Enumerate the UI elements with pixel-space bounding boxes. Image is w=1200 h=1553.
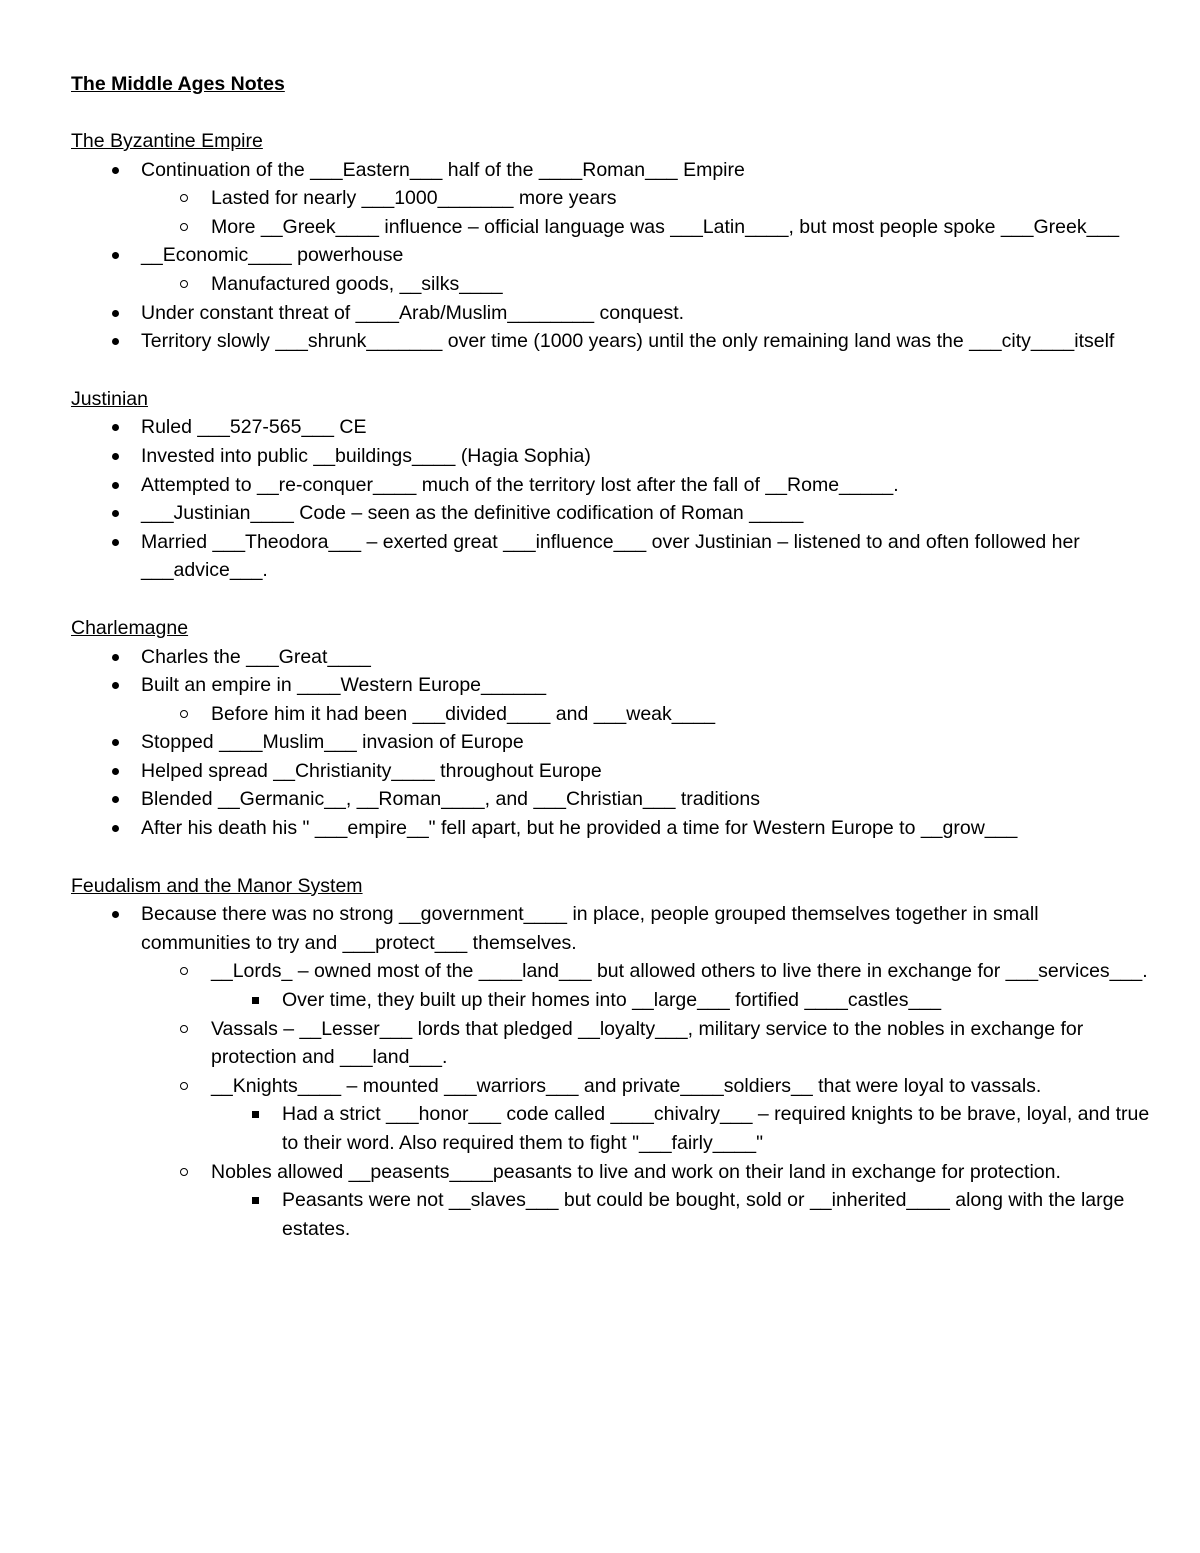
list-item (71, 156, 1151, 185)
filled-circle-bullet-icon (112, 682, 119, 689)
section-justinian (71, 385, 1151, 585)
sub-bullet-list (71, 184, 1151, 241)
filled-circle-bullet-icon (112, 825, 119, 832)
bullet-list (71, 241, 1151, 270)
section-heading: Justinian (71, 387, 148, 410)
list-item-text: __Economic____ powerhouse (141, 244, 404, 267)
filled-circle-bullet-icon (112, 453, 119, 460)
list-item (71, 671, 1151, 700)
list-item (71, 728, 1151, 757)
list-item (71, 213, 1151, 242)
list-item (71, 442, 1151, 471)
filled-square-bullet-icon (252, 997, 259, 1004)
list-item-text: Lasted for nearly ___1000_______ more years (211, 187, 617, 210)
filled-square-bullet-icon (252, 1197, 259, 1204)
sub-bullet-list (71, 1015, 1151, 1101)
list-item-text: __Lords_ – owned most of the ____land___ but allowed others to live there in exchange for ___services___. (211, 960, 1148, 983)
sub-bullet-list (71, 1158, 1151, 1187)
filled-circle-bullet-icon (112, 310, 119, 317)
filled-circle-bullet-icon (112, 654, 119, 661)
section-byzantine-empire (71, 127, 1151, 356)
filled-circle-bullet-icon (112, 796, 119, 803)
filled-circle-bullet-icon (112, 424, 119, 431)
list-item (71, 1158, 1151, 1187)
document-page (71, 70, 1151, 1243)
list-item (71, 757, 1151, 786)
list-item-text: Nobles allowed __peasents____peasants to live and work on their land in exchange for protection. (211, 1160, 1061, 1183)
list-item-text: Had a strict ___honor___ code called ____chivalry___ – required knights to be brave, loyal, and true to their word. Also required them to fight "___fairly____" (282, 1103, 1150, 1154)
hollow-circle-bullet-icon (180, 280, 188, 288)
section-heading: Charlemagne (71, 616, 189, 639)
list-item-text: Vassals – __Lesser___ lords that pledged __loyalty___, military service to the nobles in exchange for protection and ___land___. (211, 1017, 1084, 1069)
document-title: The Middle Ages Notes (71, 73, 285, 95)
hollow-circle-bullet-icon (180, 223, 188, 231)
list-item (71, 241, 1151, 270)
list-item-text: Continuation of the ___Eastern___ half of the ____Roman___ Empire (141, 158, 745, 181)
section-charlemagne (71, 614, 1151, 843)
list-item-text: Blended __Germanic__, __Roman____, and ___Christian___ traditions (141, 788, 760, 811)
sub-bullet-list (71, 270, 1151, 299)
sub-sub-bullet-list (71, 1100, 1151, 1157)
bullet-list (71, 643, 1151, 700)
filled-circle-bullet-icon (112, 338, 119, 345)
sub-bullet-list (71, 700, 1151, 729)
list-item-text: Peasants were not __slaves___ but could be bought, sold or __inherited____ along with the large estates. (282, 1189, 1125, 1240)
hollow-circle-bullet-icon (180, 967, 188, 975)
bullet-list (71, 299, 1151, 356)
bullet-list (71, 413, 1151, 585)
list-item (71, 700, 1151, 729)
bullet-list (71, 900, 1151, 957)
list-item (71, 270, 1151, 299)
list-item-text: Over time, they built up their homes into __large___ fortified ____castles___ (282, 989, 942, 1012)
hollow-circle-bullet-icon (180, 710, 188, 718)
list-item-text: Before him it had been ___divided____ and ___weak____ (211, 702, 716, 725)
list-item-text: Built an empire in ____Western Europe______ (141, 674, 547, 697)
list-item (71, 413, 1151, 442)
list-item (71, 643, 1151, 672)
list-item (71, 471, 1151, 500)
list-item-text: Attempted to __re-conquer____ much of the territory lost after the fall of __Rome_____. (141, 473, 899, 496)
list-item-text: Territory slowly ___shrunk_______ over time (1000 years) until the only remaining land was the ___city____itself (141, 330, 1115, 353)
hollow-circle-bullet-icon (180, 194, 188, 202)
section-heading: The Byzantine Empire (71, 130, 263, 152)
list-item-text: Charles the ___Great____ (141, 645, 371, 668)
section-feudalism (71, 872, 1151, 1244)
filled-circle-bullet-icon (112, 539, 119, 546)
sub-sub-bullet-list (71, 986, 1151, 1015)
list-item-text: ___Justinian____ Code – seen as the definitive codification of Roman _____ (141, 502, 804, 525)
filled-square-bullet-icon (252, 1111, 259, 1118)
hollow-circle-bullet-icon (180, 1168, 188, 1176)
hollow-circle-bullet-icon (180, 1025, 188, 1033)
list-item (71, 1100, 1151, 1157)
filled-circle-bullet-icon (112, 739, 119, 746)
list-item-text: Manufactured goods, __silks____ (211, 272, 503, 295)
list-item (71, 528, 1151, 585)
list-item (71, 327, 1151, 356)
filled-circle-bullet-icon (112, 510, 119, 517)
list-item (71, 814, 1151, 843)
list-item (71, 1072, 1151, 1101)
list-item (71, 1186, 1151, 1243)
list-item-text: Helped spread __Christianity____ throughout Europe (141, 759, 602, 782)
list-item-text: Under constant threat of ____Arab/Muslim________ conquest. (141, 301, 685, 324)
filled-circle-bullet-icon (112, 911, 119, 918)
list-item (71, 900, 1151, 957)
list-item (71, 957, 1151, 986)
sub-bullet-list (71, 957, 1151, 986)
filled-circle-bullet-icon (112, 252, 119, 259)
filled-circle-bullet-icon (112, 768, 119, 775)
list-item-text: __Knights____ – mounted ___warriors___ and private____soldiers__ that were loyal to vassals. (211, 1074, 1042, 1097)
list-item-text: Married ___Theodora___ – exerted great ___influence___ over Justinian – listened to and often followed her ___advice___. (141, 530, 1080, 582)
list-item (71, 184, 1151, 213)
list-item-text: Stopped ____Muslim___ invasion of Europe (141, 731, 524, 754)
hollow-circle-bullet-icon (180, 1082, 188, 1090)
sub-sub-bullet-list (71, 1186, 1151, 1243)
filled-circle-bullet-icon (112, 167, 119, 174)
list-item (71, 785, 1151, 814)
list-item (71, 499, 1151, 528)
list-item-text: Ruled ___527-565___ CE (141, 416, 367, 439)
list-item (71, 299, 1151, 328)
filled-circle-bullet-icon (112, 482, 119, 489)
bullet-list (71, 728, 1151, 842)
list-item-text: Invested into public __buildings____ (Hagia Sophia) (141, 444, 591, 467)
list-item-text: Because there was no strong __government____ in place, people grouped themselves together in small communities to try and ___protect___ themselves. (141, 903, 1039, 954)
list-item-text: After his death his " ___empire__" fell apart, but he provided a time for Western Europe to __grow___ (141, 817, 1018, 840)
list-item (71, 986, 1151, 1015)
list-item-text: More __Greek____ influence – official language was ___Latin____, but most people spoke ___Greek___ (211, 215, 1120, 238)
bullet-list (71, 156, 1151, 185)
section-heading: Feudalism and the Manor System (71, 874, 363, 897)
list-item (71, 1015, 1151, 1072)
